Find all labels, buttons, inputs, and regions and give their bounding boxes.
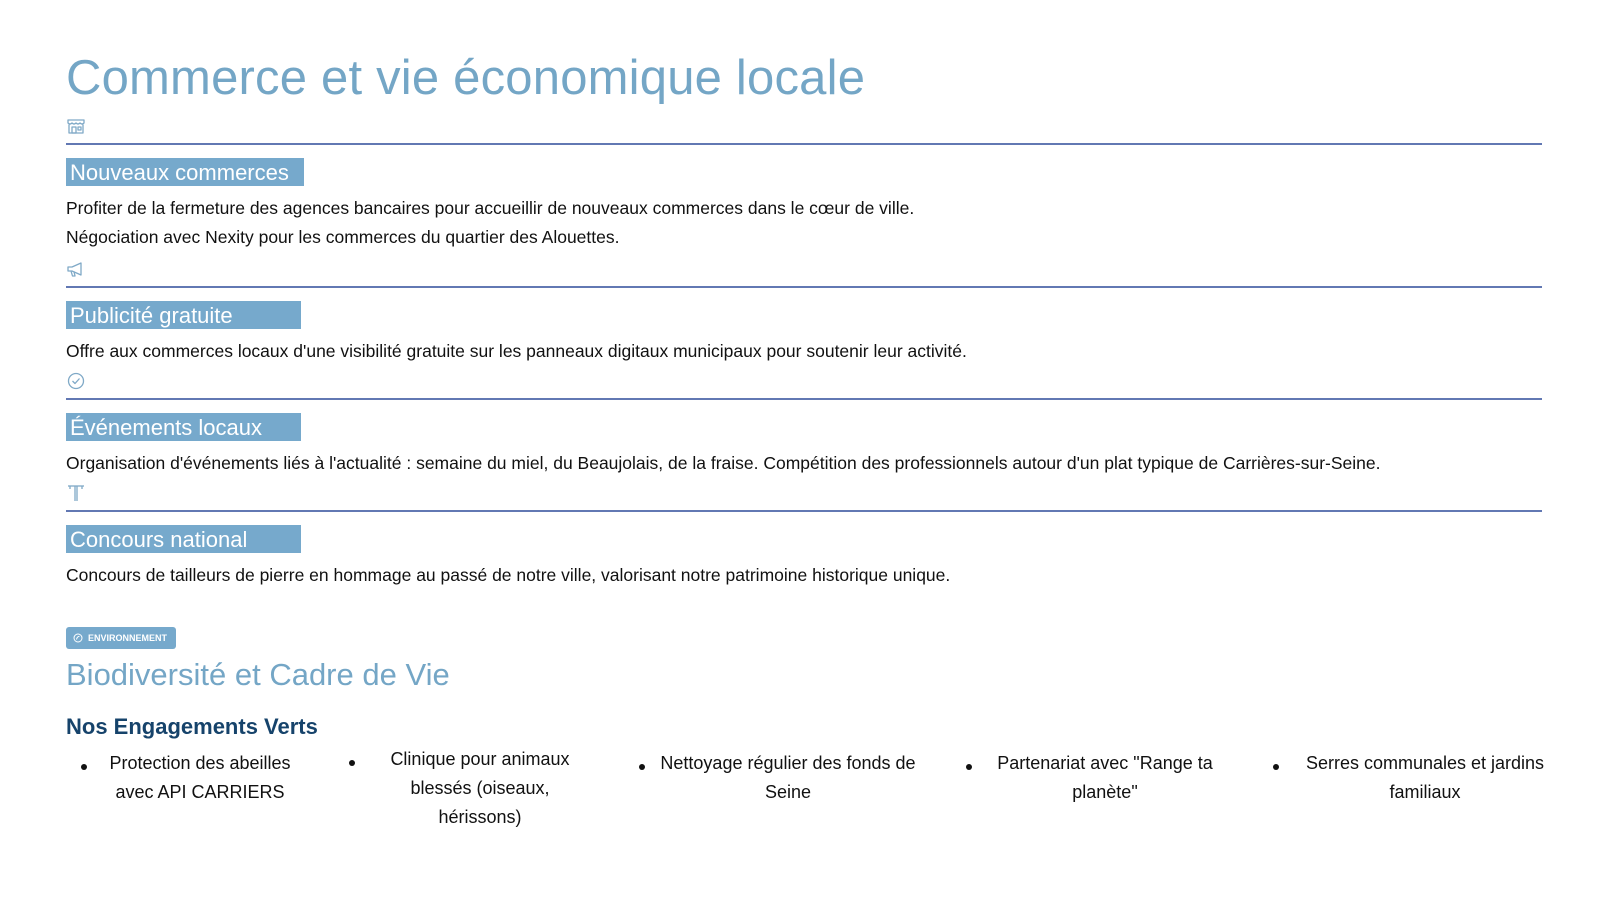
badge-check-icon [66,371,86,391]
section-divider [66,398,1542,400]
section-publicite-gratuite [66,258,1542,368]
section-evenements-locaux [66,370,1542,480]
environment-badge [66,627,176,649]
section-heading: Nouveaux commerces [66,158,304,186]
section-heading: Concours national [66,525,301,553]
section-divider [66,143,1542,145]
list-item: Serres communales et jardins familiaux [1305,753,1545,802]
bullet-icon [349,760,355,766]
section-text: Organisation d'événements liés à l'actualité : semaine du miel, du Beaujolais, de la fraise. Compétition des professionnels autour d'un plat typique de Carrières-sur-Seine. [66,453,1381,473]
list-item: Clinique pour animaux blessés (oiseaux, hérissons) [390,749,570,827]
list-item: Partenariat avec "Range ta planète" [997,753,1213,802]
section-nouveaux-commerces [66,115,1542,255]
megaphone-icon [66,259,86,279]
section-heading: Événements locaux [66,413,301,441]
section-text: Concours de tailleurs de pierre en hommage au passé de notre ville, valorisant notre patrimoine historique unique. [66,565,951,585]
section-concours-national [66,482,1542,592]
bullet-icon [1273,764,1279,770]
section-text: Offre aux commerces locaux d'une visibilité gratuite sur les panneaux digitaux municipaux pour soutenir leur activité. [66,341,967,361]
chisel-icon [66,483,86,503]
section-heading: Publicité gratuite [66,301,301,329]
bullet-icon [639,764,645,770]
list-item: Protection des abeilles avec API CARRIERS [109,753,291,802]
bullet-icon [966,764,972,770]
bullet-icon [81,764,87,770]
store-icon [66,116,86,136]
section-divider [66,286,1542,288]
leaf-icon [73,633,83,643]
engagements-heading: Nos Engagements Verts [66,714,318,739]
page-title: Commerce et vie économique locale [66,51,866,105]
section-title: Biodiversité et Cadre de Vie [66,657,450,692]
section-text: Profiter de la fermeture des agences bancaires pour accueillir de nouveaux commerces dans le cœur de ville. [66,198,915,218]
list-item: Nettoyage régulier des fonds de Seine [660,753,916,802]
badge-label: ENVIRONNEMENT [88,633,168,643]
section-divider [66,510,1542,512]
section-text: Négociation avec Nexity pour les commerces du quartier des Alouettes. [66,227,620,247]
